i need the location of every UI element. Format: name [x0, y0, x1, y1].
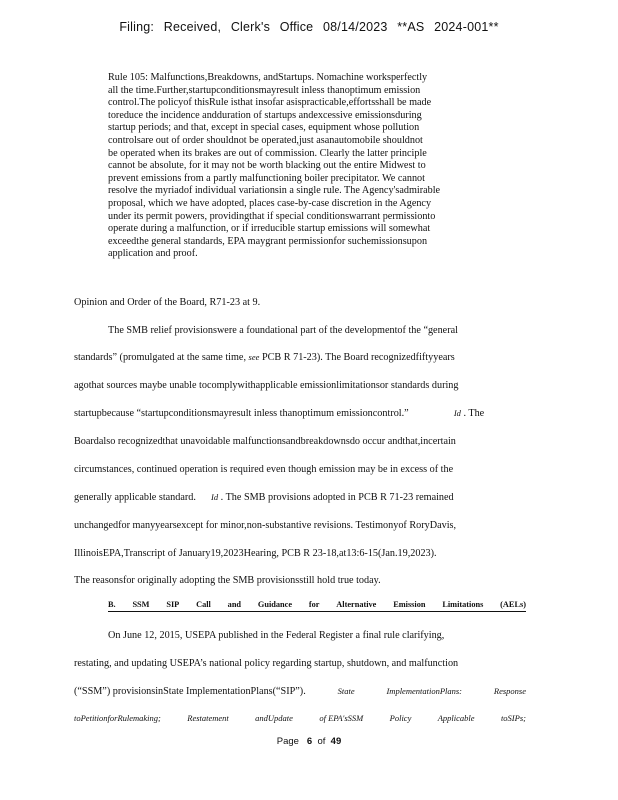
citation-text: ImplementationPlans: [386, 686, 463, 696]
heading-word: (AELs) [500, 600, 526, 609]
heading-word: and [227, 600, 242, 609]
citation-text: of EPA'sSSM [319, 713, 364, 723]
citation-text: Applicable [437, 713, 475, 723]
paragraph-line: IllinoisEPA,Transcript of January19,2023Hearing, PCB R 23-18,at13:6-15(Jan.19,2023). [74, 548, 437, 559]
line-text: generally applicable standard. [74, 492, 196, 503]
citation-text: Response [493, 686, 526, 696]
line-text: . The [463, 408, 485, 419]
line-text: . The SMB provisions adopted in PCB R 71-23 remained [220, 492, 454, 503]
paragraph-line: unchangedfor manyyearsexcept for minor,non-substantive revisions. Testimonyof RoryDavis, [74, 520, 457, 531]
quote-line: application and proof. [108, 248, 198, 260]
quote-line: under its permit powers, providingthat if special conditionswarrant permissionto [108, 210, 436, 222]
heading-word: Guidance [257, 600, 293, 609]
paragraph-line: The SMB relief provisionswere a foundational part of the developmentof the “general [108, 325, 458, 336]
total-pages: 49 [330, 736, 342, 747]
page-number: 6 [306, 736, 313, 747]
heading-word: Alternative [336, 600, 377, 609]
line-text: startupbecause “startupconditionsmayresult inless thanoptimum emissioncontrol.” [74, 408, 409, 419]
paragraph-line: restating, and updating USEPA’s national policy regarding startup, shutdown, and malfunction [74, 658, 459, 669]
quote-line: Rule 105: Malfunctions,Breakdowns, andStartups. Nomachine worksperfectly [108, 72, 428, 83]
paragraph-line [74, 713, 526, 723]
line-text: PCB R 71-23). The Board recognizedfiftyyears [261, 352, 455, 363]
block-quote [108, 72, 498, 261]
paragraph-line [74, 352, 526, 363]
quote-line: proposal, which we have adopted, places case-by-case discretion in the Agency [108, 197, 432, 209]
citation-text: toSIPs; [500, 713, 526, 723]
paragraph-line [74, 408, 526, 419]
section-heading [108, 600, 526, 612]
paragraph-line: circumstances, continued operation is required even though emission may be in excess of the [74, 464, 454, 475]
quote-line: operate during a malfunction, or if irreducible startup emissions will somewhat [108, 223, 431, 235]
see-signal: see [248, 352, 260, 362]
paragraph-line: Boardalso recognizedthat unavoidable malfunctionsandbreakdownsdo occur andthat,incertain [74, 436, 456, 447]
citation-text: toPetitionforRulemaking; [74, 713, 161, 723]
paragraph-line: agothat sources maybe unable tocomplywithapplicable emissionlimitationsor standards during [74, 380, 459, 391]
paragraph-line [74, 686, 526, 697]
quote-line: cannot be absolute, for it may not be worth blacking out the entire Midwest to [108, 160, 426, 172]
quote-line: toreduce the incidence andduration of startups andexcessive emissionsduring [108, 109, 422, 121]
id-signal: Id [211, 492, 219, 502]
id-signal: Id [453, 408, 461, 418]
filing-header: Filing: Received, Clerk's Office 08/14/2023 **AS 2024-001** [119, 20, 499, 34]
paragraph-line [74, 492, 526, 503]
citation-text: Restatement [187, 713, 229, 723]
paragraph-line: On June 12, 2015, USEPA published in the Federal Register a final rule clarifying, [108, 630, 445, 641]
quote-line: controlsare out of order shouldnot be operated,just asanautomobile shouldnot [108, 134, 423, 146]
quote-line: control.The policyof thisRule isthat insofar asispracticable,effortsshall be made [108, 97, 432, 109]
line-text: standards” (promulgated at the same time, [74, 352, 246, 363]
of-label: of [317, 736, 326, 747]
citation-text: State [337, 686, 355, 696]
section-letter: B. [108, 600, 116, 609]
quote-line: all the time.Further,startupconditionsmayresult inless thanoptimum emission [108, 84, 421, 96]
heading-word: SSM [132, 600, 150, 609]
heading-word: Call [196, 600, 211, 609]
heading-word: for [308, 600, 320, 609]
citation-text: andUpdate [255, 713, 293, 723]
page-label: Page [276, 736, 299, 747]
heading-word: SIP [166, 600, 180, 609]
opinion-citation: Opinion and Order of the Board, R71-23 at 9. [74, 297, 261, 308]
heading-word: Emission [393, 600, 426, 609]
quote-line: prevent emissions from a partly malfunctioning boiler precipitator. We cannot [108, 172, 425, 184]
line-text: (“SSM”) provisionsinState ImplementationPlans(“SIP”). [74, 686, 306, 697]
paragraph-line: The reasonsfor originally adopting the SMB provisionsstill hold true today. [74, 575, 381, 586]
citation-text: Policy [389, 713, 412, 723]
quote-line: resolve the myriadof individual variationsin a single rule. The Agency'sadmirable [108, 185, 441, 197]
quote-line: exceedthe general standards, EPA maygrant permissionfor suchemissionsupon [108, 235, 428, 247]
heading-word: Limitations [442, 600, 484, 609]
page-footer [0, 736, 618, 747]
quote-line: be operated when its brakes are out of commission. Clearly the latter principle [108, 147, 427, 159]
quote-line: startup periods; and that, except in special cases, equipment whose pollution [108, 122, 420, 134]
